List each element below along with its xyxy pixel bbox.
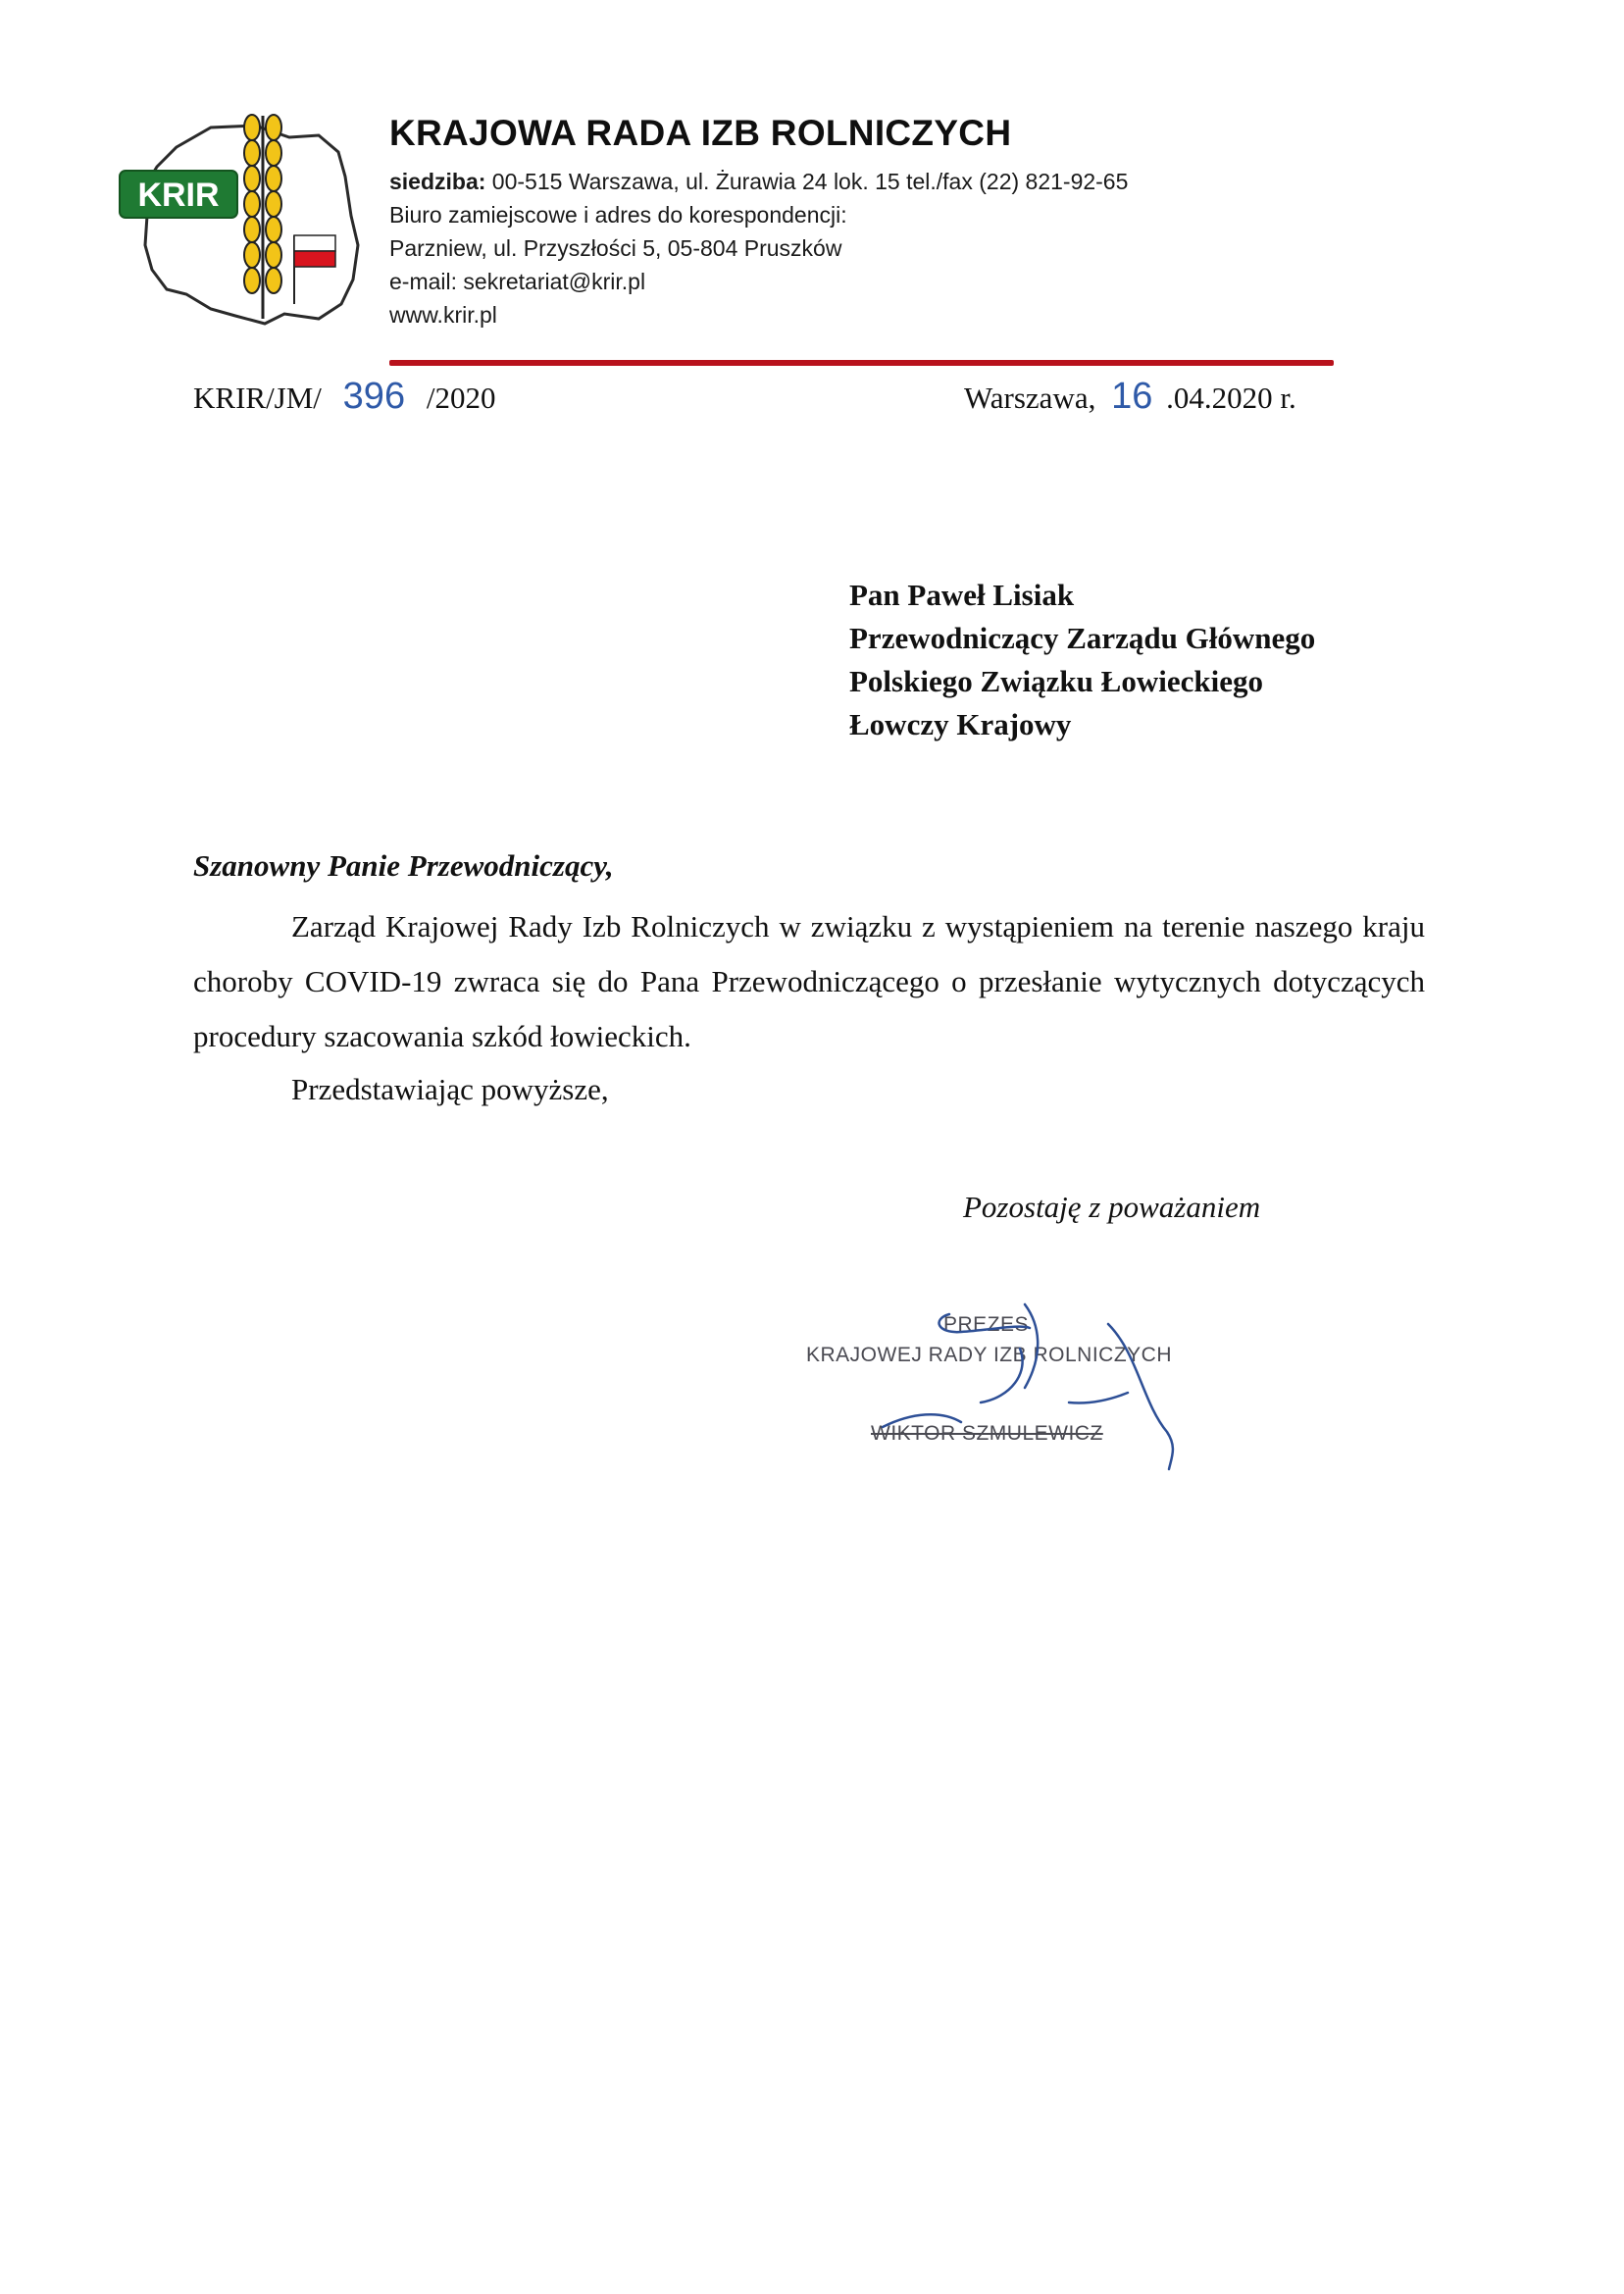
stamp-name: WIKTOR SZMULEWICZ [871,1422,1103,1445]
address-text: 00-515 Warszawa, ul. Żurawia 24 lok. 15 tel./fax (22) 821-92-65 [485,169,1129,194]
office-line: Biuro zamiejscowe i adres do korespondencji: [389,202,847,228]
website-link[interactable]: www.krir.pl [389,302,497,328]
handwritten-number: 396 [342,376,406,417]
body-closing-phrase: Przedstawiając powyższe, [291,1072,609,1106]
address-line [389,169,1128,195]
reference-prefix: KRIR/JM/ [193,381,322,415]
reference-suffix: /2020 [426,381,496,415]
date-suffix: .04.2020 r. [1166,381,1296,415]
addressee-organization: Polskiego Związku Łowieckiego [849,664,1263,698]
addressee-name: Pan Paweł Lisiak [849,578,1075,612]
addressee-role: Łowczy Krajowy [849,707,1072,741]
letterhead-divider [389,360,1334,366]
date-line [964,376,1296,418]
organization-name: KRAJOWA RADA IZB ROLNICZYCH [389,113,1012,153]
closing-regards: Pozostaję z poważaniem [963,1190,1261,1224]
email-line: e-mail: sekretariat@krir.pl [389,269,646,294]
krir-badge-text: KRIR [137,177,220,214]
stamp-title: PREZES [943,1313,1030,1336]
addressee-title: Przewodniczący Zarządu Głównego [849,621,1316,655]
place-text: Warszawa, [964,381,1096,415]
address-label: siedziba: [389,169,486,194]
body-paragraph: Zarząd Krajowej Rady Izb Rolniczych w związku z wystąpieniem na terenie naszego kraju choroby COVID-19 zwraca się do Pana Przewodniczącego o przesłanie wytycznych dotyczących procedury szacowania szkód łowieckich. [193,909,1425,1053]
wheat-icon [244,115,281,319]
handwritten-signature [843,1295,1196,1471]
handwritten-day: 16 [1111,376,1153,417]
reference-number [193,376,495,418]
office-address: Parzniew, ul. Przyszłości 5, 05-804 Pruszków [389,235,842,261]
salutation: Szanowny Panie Przewodniczący, [193,848,614,883]
stamp-organization: KRAJOWEJ RADY IZB ROLNICZYCH [806,1344,1172,1366]
krir-logo [118,108,363,333]
polish-flag-icon [294,235,335,304]
